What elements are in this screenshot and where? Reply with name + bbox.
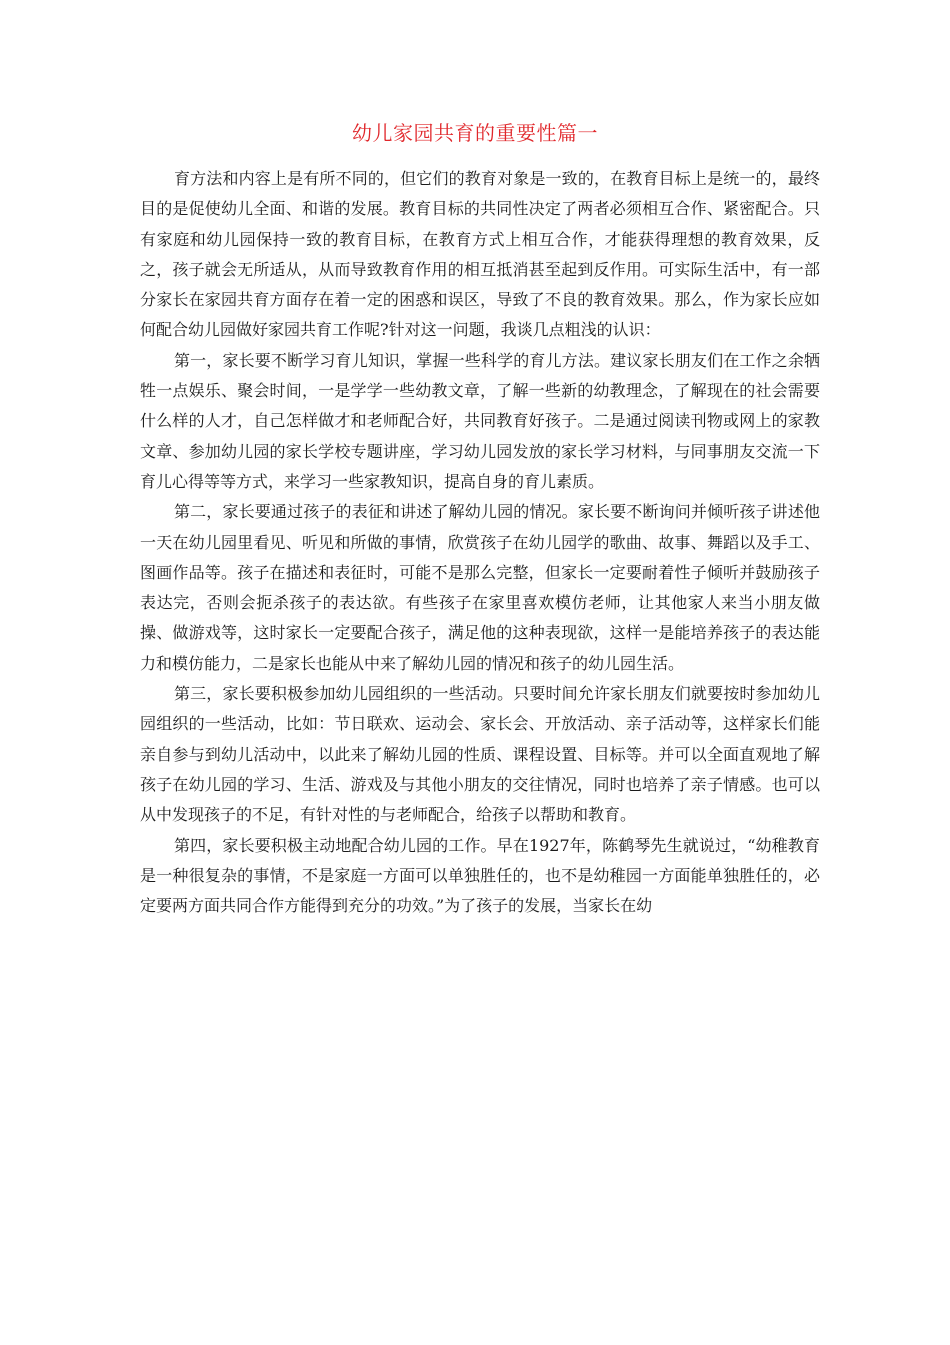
paragraph-fourth: 第四，家长要积极主动地配合幼儿园的工作。早在1927年，陈鹤琴先生就说过，“幼稚教育是一种很复杂的事情，不是家庭一方面可以单独胜任的，也不是幼稚园一方面能单独胜任的，必定要两方面共同合作方能得到充分的功效。”为了孩子的发展，当家长在幼 — [140, 835, 820, 916]
paragraph-intro: 育方法和内容上是有所不同的，但它们的教育对象是一致的，在教育目标上是统一的，最终目的是促使幼儿全面、和谐的发展。教育目标的共同性决定了两者必须相互合作、紧密配合。只有家庭和幼儿园保持一致的教育目标，在教育方式上相互合作，才能获得理想的教育效果，反之，孩子就会无所适从，从而导致教育作用的相互抵消甚至起到反作用。可实际生活中，有一部分家长在家园共育方面存在着一定的困惑和误区，导致了不良的教育效果。那么，作为家长应如何配合幼儿园做好家园共育工作呢?针对这一问题，我谈几点粗浅的认识： — [140, 169, 820, 340]
paragraph-second: 第二，家长要通过孩子的表征和讲述了解幼儿园的情况。家长要不断询问并倾听孩子讲述他一天在幼儿园里看见、听见和所做的事情，欣赏孩子在幼儿园学的歌曲、故事、舞蹈以及手工、图画作品等。孩子在描述和表征时，可能不是那么完整，但家长一定要耐着性子倾听并鼓励孩子表达完，否则会扼杀孩子的表达欲。有些孩子在家里喜欢模仿老师，让其他家人来当小朋友做操、做游戏等，这时家长一定要配合孩子，满足他的这种表现欲，这样一是能培养孩子的表达能力和模仿能力，二是家长也能从中来了解幼儿园的情况和孩子的幼儿园生活。 — [140, 502, 820, 673]
document-title: 幼儿家园共育的重要性篇一 — [352, 121, 598, 145]
paragraph-first: 第一，家长要不断学习育儿知识，掌握一些科学的育儿方法。建议家长朋友们在工作之余牺牲一点娱乐、聚会时间，一是学学一些幼教文章，了解一些新的幼教理念，了解现在的社会需要什么样的人才，自己怎样做才和老师配合好，共同教育好孩子。二是通过阅读刊物或网上的家教文章、参加幼儿园的家长学校专题讲座，学习幼儿园发放的家长学习材料，与同事朋友交流一下育儿心得等等方式，来学习一些家教知识，提高自身的育儿素质。 — [140, 350, 820, 491]
document-body — [140, 164, 820, 921]
paragraph-third: 第三，家长要积极参加幼儿园组织的一些活动。只要时间允许家长朋友们就要按时参加幼儿园组织的一些活动，比如：节日联欢、运动会、家长会、开放活动、亲子活动等，这样家长们能亲自参与到幼儿活动中，以此来了解幼儿园的性质、课程设置、目标等。并可以全面直观地了解孩子在幼儿园的学习、生活、游戏及与其他小朋友的交往情况，同时也培养了亲子情感。也可以从中发现孩子的不足，有针对性的与老师配合，给孩子以帮助和教育。 — [140, 684, 820, 825]
